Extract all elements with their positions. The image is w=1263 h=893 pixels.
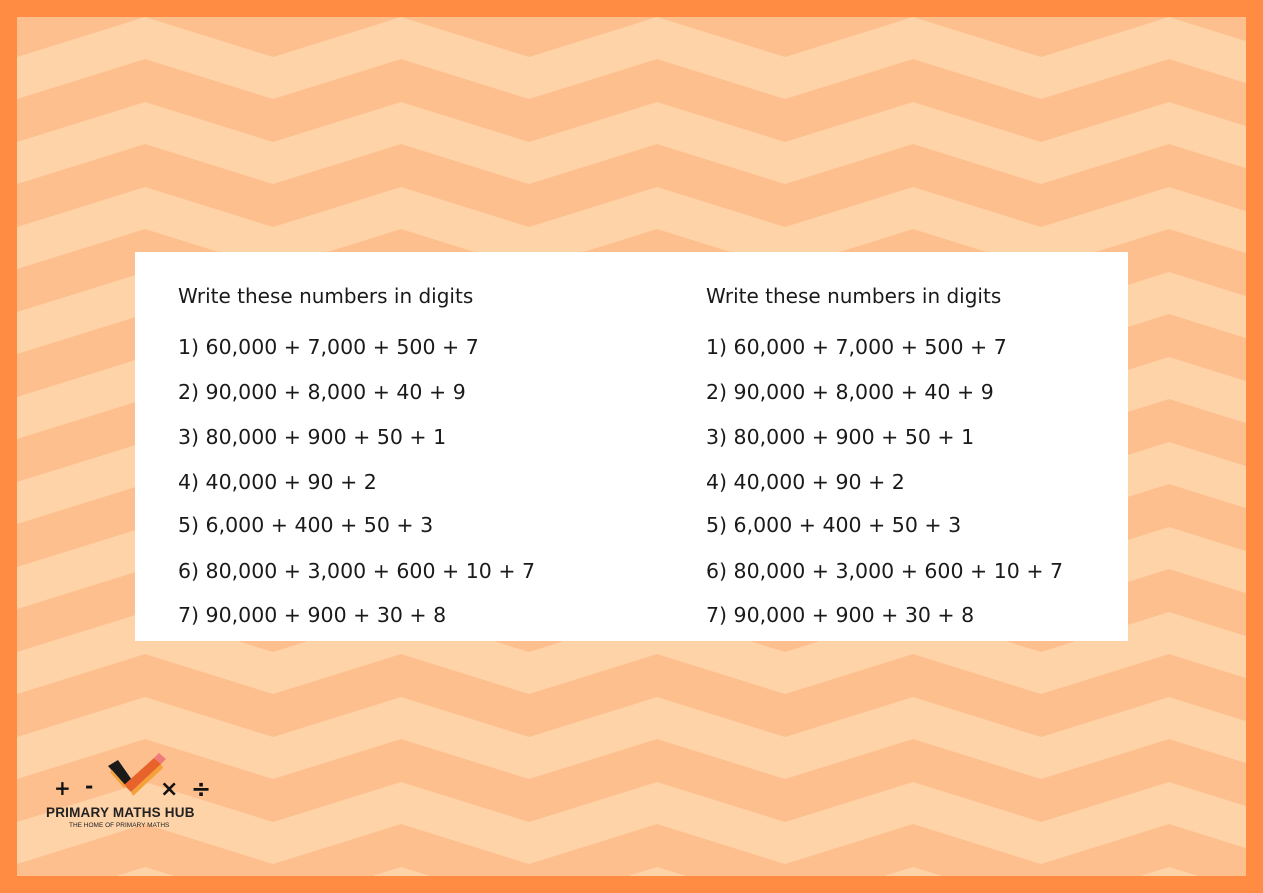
chevron-stripe xyxy=(17,867,1246,876)
primary-maths-hub-logo xyxy=(40,752,230,832)
question-item: 2) 90,000 + 8,000 + 40 + 9 xyxy=(706,380,994,404)
logo-tagline: THE HOME OF PRIMARY MATHS xyxy=(69,822,170,829)
multiply-icon: × xyxy=(160,777,179,802)
question-item: 2) 90,000 + 8,000 + 40 + 9 xyxy=(178,380,466,404)
chevron-stripe xyxy=(17,102,1246,184)
worksheet-heading: Write these numbers in digits xyxy=(178,284,474,308)
question-item: 3) 80,000 + 900 + 50 + 1 xyxy=(706,425,975,449)
checkmark-pencil-icon xyxy=(104,752,168,802)
question-item: 5) 6,000 + 400 + 50 + 3 xyxy=(178,513,434,537)
question-item: 7) 90,000 + 900 + 30 + 8 xyxy=(178,603,447,627)
plus-icon: + xyxy=(54,776,71,800)
question-item: 7) 90,000 + 900 + 30 + 8 xyxy=(706,603,975,627)
question-item: 4) 40,000 + 90 + 2 xyxy=(178,470,377,494)
question-item: 3) 80,000 + 900 + 50 + 1 xyxy=(178,425,447,449)
question-item: 1) 60,000 + 7,000 + 500 + 7 xyxy=(706,335,1007,359)
worksheet-card xyxy=(135,252,1128,641)
question-item: 5) 6,000 + 400 + 50 + 3 xyxy=(706,513,962,537)
minus-icon: - xyxy=(85,774,94,798)
question-item: 4) 40,000 + 90 + 2 xyxy=(706,470,905,494)
chevron-stripe xyxy=(17,17,1246,99)
divide-icon: ÷ xyxy=(191,775,212,803)
question-item: 6) 80,000 + 3,000 + 600 + 10 + 7 xyxy=(706,559,1064,583)
question-item: 1) 60,000 + 7,000 + 500 + 7 xyxy=(178,335,479,359)
logo-brand-name: PRIMARY MATHS HUB xyxy=(46,805,195,820)
question-item: 6) 80,000 + 3,000 + 600 + 10 + 7 xyxy=(178,559,536,583)
worksheet-heading: Write these numbers in digits xyxy=(706,284,1002,308)
